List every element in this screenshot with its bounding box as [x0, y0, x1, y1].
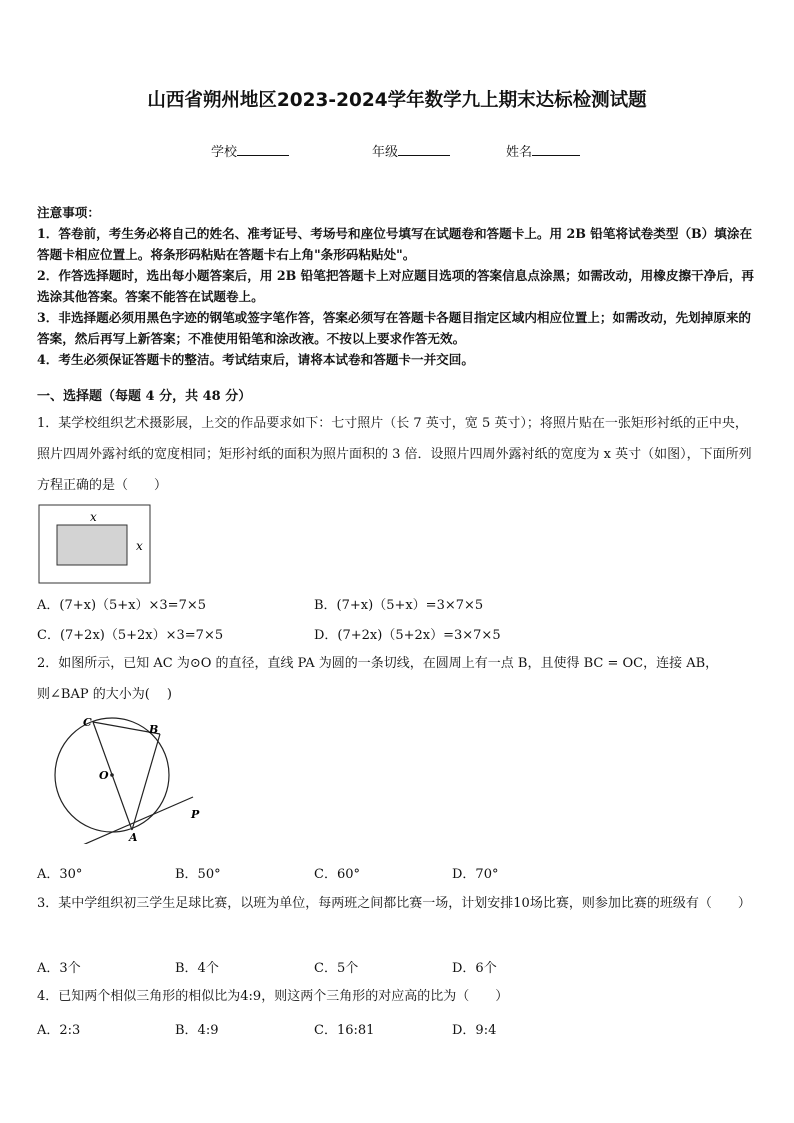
name-field[interactable]	[506, 141, 580, 160]
grade-label: 年级	[372, 145, 399, 160]
tangent-pa	[62, 797, 193, 844]
notes-item: 1．答卷前，考生务必将自己的姓名、准考证号、考场号和座位号填写在试题卷和答题卡上。用 2B 铅笔将试卷类型（B）填涂在答题卡相应位置上。将条形码粘贴在答题卡右上角"条形码粘贴处"。	[37, 226, 753, 262]
figure-label-x-top: x	[90, 510, 97, 524]
school-field[interactable]	[211, 141, 289, 160]
q1-option-a[interactable]: A．(7+x)（5+x）×3=7×5	[37, 598, 207, 613]
name-blank[interactable]	[532, 144, 580, 156]
center-point	[110, 773, 114, 777]
label-a: A	[129, 831, 138, 844]
label-p: P	[191, 808, 200, 821]
label-o: O	[99, 769, 109, 782]
grade-field[interactable]	[372, 141, 450, 160]
notes-item: 3．非选择题必须用黑色字迹的钢笔或签字笔作答，答案必须写在答题卡各题目指定区域内相应位置上；如需改动，先划掉原来的答案，然后再写上新答案；不准使用铅笔和涂改液。不按以上要求作答无效。	[37, 310, 752, 346]
q2-option-d[interactable]: D．70°	[452, 867, 499, 882]
q3-option-c[interactable]: C．5个	[314, 961, 359, 976]
q1-option-b[interactable]: B．(7+x)（5+x）=3×7×5	[314, 598, 484, 613]
q4-option-c[interactable]: C．16:81	[314, 1023, 375, 1038]
name-label: 姓名	[506, 145, 533, 160]
notes-item: 4．考生必须保证答题卡的整洁。考试结束后，请将本试卷和答题卡一并交回。	[37, 352, 474, 367]
q3-option-d[interactable]: D．6个	[452, 961, 497, 976]
school-blank[interactable]	[237, 144, 289, 156]
q2-option-c[interactable]: C．60°	[314, 867, 360, 882]
figure-label-x-right: x	[136, 539, 143, 553]
page-title: 山西省朔州地区2023-2024学年数学九上期末达标检测试题	[147, 90, 647, 111]
section-heading: 一、选择题（每题 4 分，共 48 分）	[37, 389, 252, 404]
question-1-stem: 1．某学校组织艺术摄影展，上交的作品要求如下：七寸照片（长 7 英寸，宽 5 英寸）；将照片贴在一张矩形衬纸的正中央，照片四周外露衬纸的宽度相同；矩形衬纸的面积为照片面积的 3 倍．设照片四周外露衬纸的宽度为 x 英寸（如图），下面所列方程正确的是（ ）	[37, 416, 752, 493]
label-b: B	[149, 723, 159, 736]
q4-option-b[interactable]: B．4:9	[175, 1023, 219, 1038]
q3-option-a[interactable]: A．3个	[37, 961, 81, 976]
question-1-figure	[38, 504, 152, 586]
question-2-figure	[50, 714, 210, 844]
label-c: C	[83, 716, 92, 729]
q2-option-a[interactable]: A．30°	[37, 867, 83, 882]
q4-option-d[interactable]: D．9:4	[452, 1023, 497, 1038]
school-label: 学校	[211, 145, 238, 160]
question-4-stem: 4．已知两个相似三角形的相似比为4:9，则这两个三角形的对应高的比为（ ）	[37, 989, 509, 1004]
question-2-line2: 则∠BAP 的大小为( )	[37, 687, 172, 702]
photo-rect	[57, 525, 127, 565]
grade-blank[interactable]	[398, 144, 450, 156]
q3-option-b[interactable]: B．4个	[175, 961, 219, 976]
notes-item: 2．作答选择题时，选出每小题答案后，用 2B 铅笔把答题卡上对应题目选项的答案信息点涂黑；如需改动，用橡皮擦干净后，再选涂其他答案。答案不能答在试题卷上。	[37, 268, 755, 304]
notes-block	[37, 202, 759, 370]
q1-option-d[interactable]: D．(7+2x)（5+2x）=3×7×5	[314, 628, 501, 643]
notes-heading: 注意事项：	[37, 205, 100, 220]
q2-option-b[interactable]: B．50°	[175, 867, 221, 882]
question-2-line1: 2．如图所示，已知 AC 为⊙O 的直径，直线 PA 为圆的一条切线，在圆周上有一点 B，且使得 BC = OC，连接 AB，	[37, 656, 719, 671]
chord-ab	[132, 734, 160, 830]
q1-option-c[interactable]: C．(7+2x)（5+2x）×3=7×5	[37, 628, 224, 643]
q4-option-a[interactable]: A．2:3	[37, 1023, 81, 1038]
question-2-stem	[37, 648, 759, 710]
question-3-stem: 3．某中学组织初三学生足球比赛，以班为单位，每两班之间都比赛一场，计划安排10场比赛，则参加比赛的班级有（ ）	[37, 896, 751, 911]
